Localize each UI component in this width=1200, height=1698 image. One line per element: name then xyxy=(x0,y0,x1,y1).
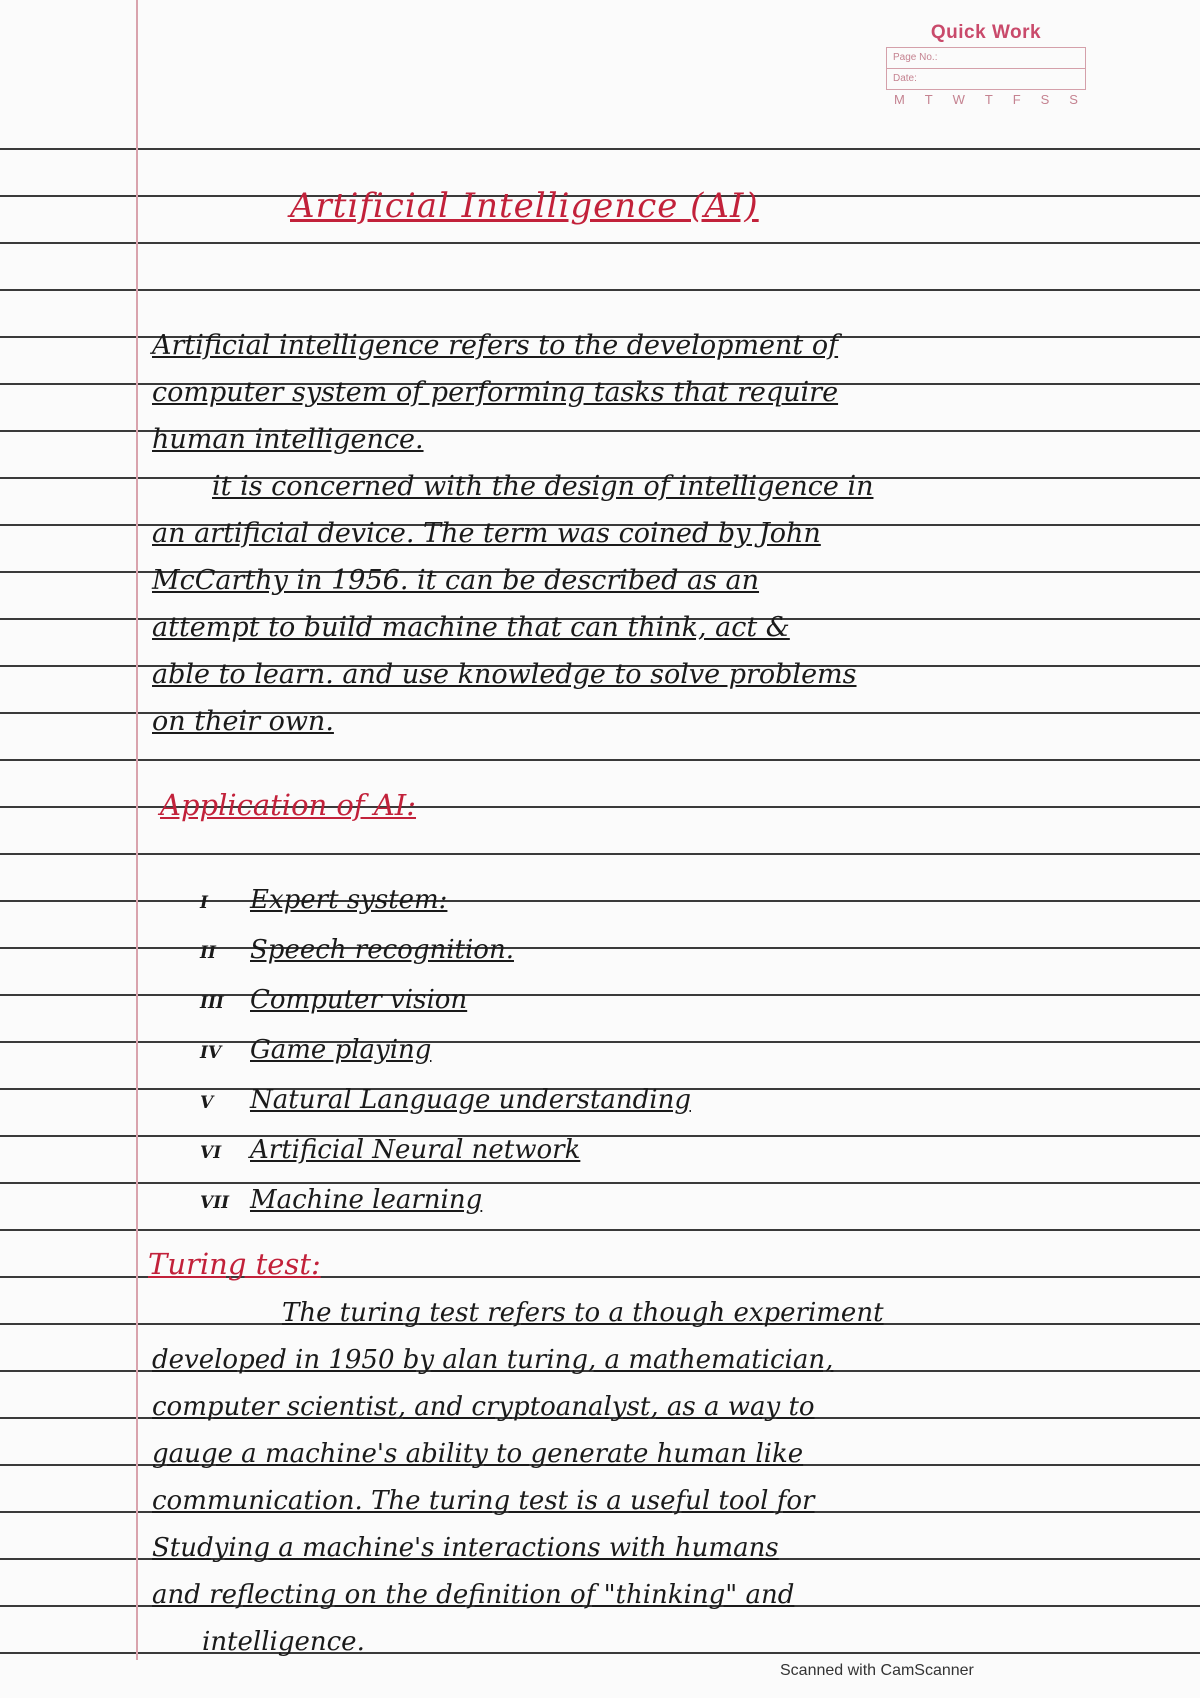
turing-paragraph xyxy=(152,1290,1112,1666)
list-item: V Natural Language understanding xyxy=(200,1085,691,1115)
turing-heading: Turing test: xyxy=(148,1247,321,1281)
text-line: computer system of performing tasks that require xyxy=(152,377,839,408)
list-item: III Computer vision xyxy=(200,985,468,1015)
text-line: it is concerned with the design of intelligence in xyxy=(212,471,874,502)
text-line: intelligence. xyxy=(202,1627,365,1657)
text-line: computer scientist, and cryptoanalyst, as a way to xyxy=(152,1392,815,1422)
text-line: Studying a machine's interactions with humans xyxy=(152,1533,779,1563)
day-letter: W xyxy=(952,92,967,107)
weekday-row xyxy=(886,90,1086,107)
list-item: VI Artificial Neural network xyxy=(200,1135,581,1165)
day-letter: F xyxy=(1012,92,1023,107)
text-line: The turing test refers to a though experiment xyxy=(282,1298,884,1328)
text-line: on their own. xyxy=(152,706,334,737)
text-line: attempt to build machine that can think, act & xyxy=(152,612,790,643)
margin-line xyxy=(136,0,138,1660)
brand-logo: Quick Work xyxy=(930,22,1042,43)
text-line: McCarthy in 1956. it can be described as an xyxy=(152,565,760,596)
list-item: II Speech recognition. xyxy=(200,935,514,965)
intro-paragraph xyxy=(152,322,1112,745)
day-letter: T xyxy=(984,92,995,107)
text-line: and reflecting on the definition of "thinking" and xyxy=(152,1580,795,1610)
list-item: IV Game playing xyxy=(200,1035,432,1065)
day-letter: M xyxy=(894,92,907,107)
text-line: able to learn. and use knowledge to solve problems xyxy=(152,659,857,690)
text-line: an artificial device. The term was coined by John xyxy=(152,518,821,549)
text-line: Artificial intelligence refers to the development of xyxy=(152,330,839,361)
applications-heading: Application of AI: xyxy=(160,788,417,822)
page-no-field: Page No.: xyxy=(886,47,1086,69)
applications-list xyxy=(200,877,691,1227)
date-field: Date: xyxy=(886,68,1086,90)
day-letter: T xyxy=(924,92,935,107)
text-line: gauge a machine's ability to generate human like xyxy=(152,1439,804,1469)
text-line: human intelligence. xyxy=(152,424,424,455)
day-letter: S xyxy=(1069,92,1080,107)
scanner-watermark: Scanned with CamScanner xyxy=(780,1662,974,1679)
day-letter: S xyxy=(1040,92,1052,107)
list-item: VII Machine learning xyxy=(200,1185,483,1215)
list-item: I Expert system: xyxy=(200,885,448,915)
text-line: communication. The turing test is a useful tool for xyxy=(152,1486,815,1516)
page-title: Artificial Intelligence (AI) xyxy=(290,186,759,226)
page-header-box xyxy=(886,22,1086,107)
text-line: developed in 1950 by alan turing, a mathematician, xyxy=(152,1345,834,1375)
